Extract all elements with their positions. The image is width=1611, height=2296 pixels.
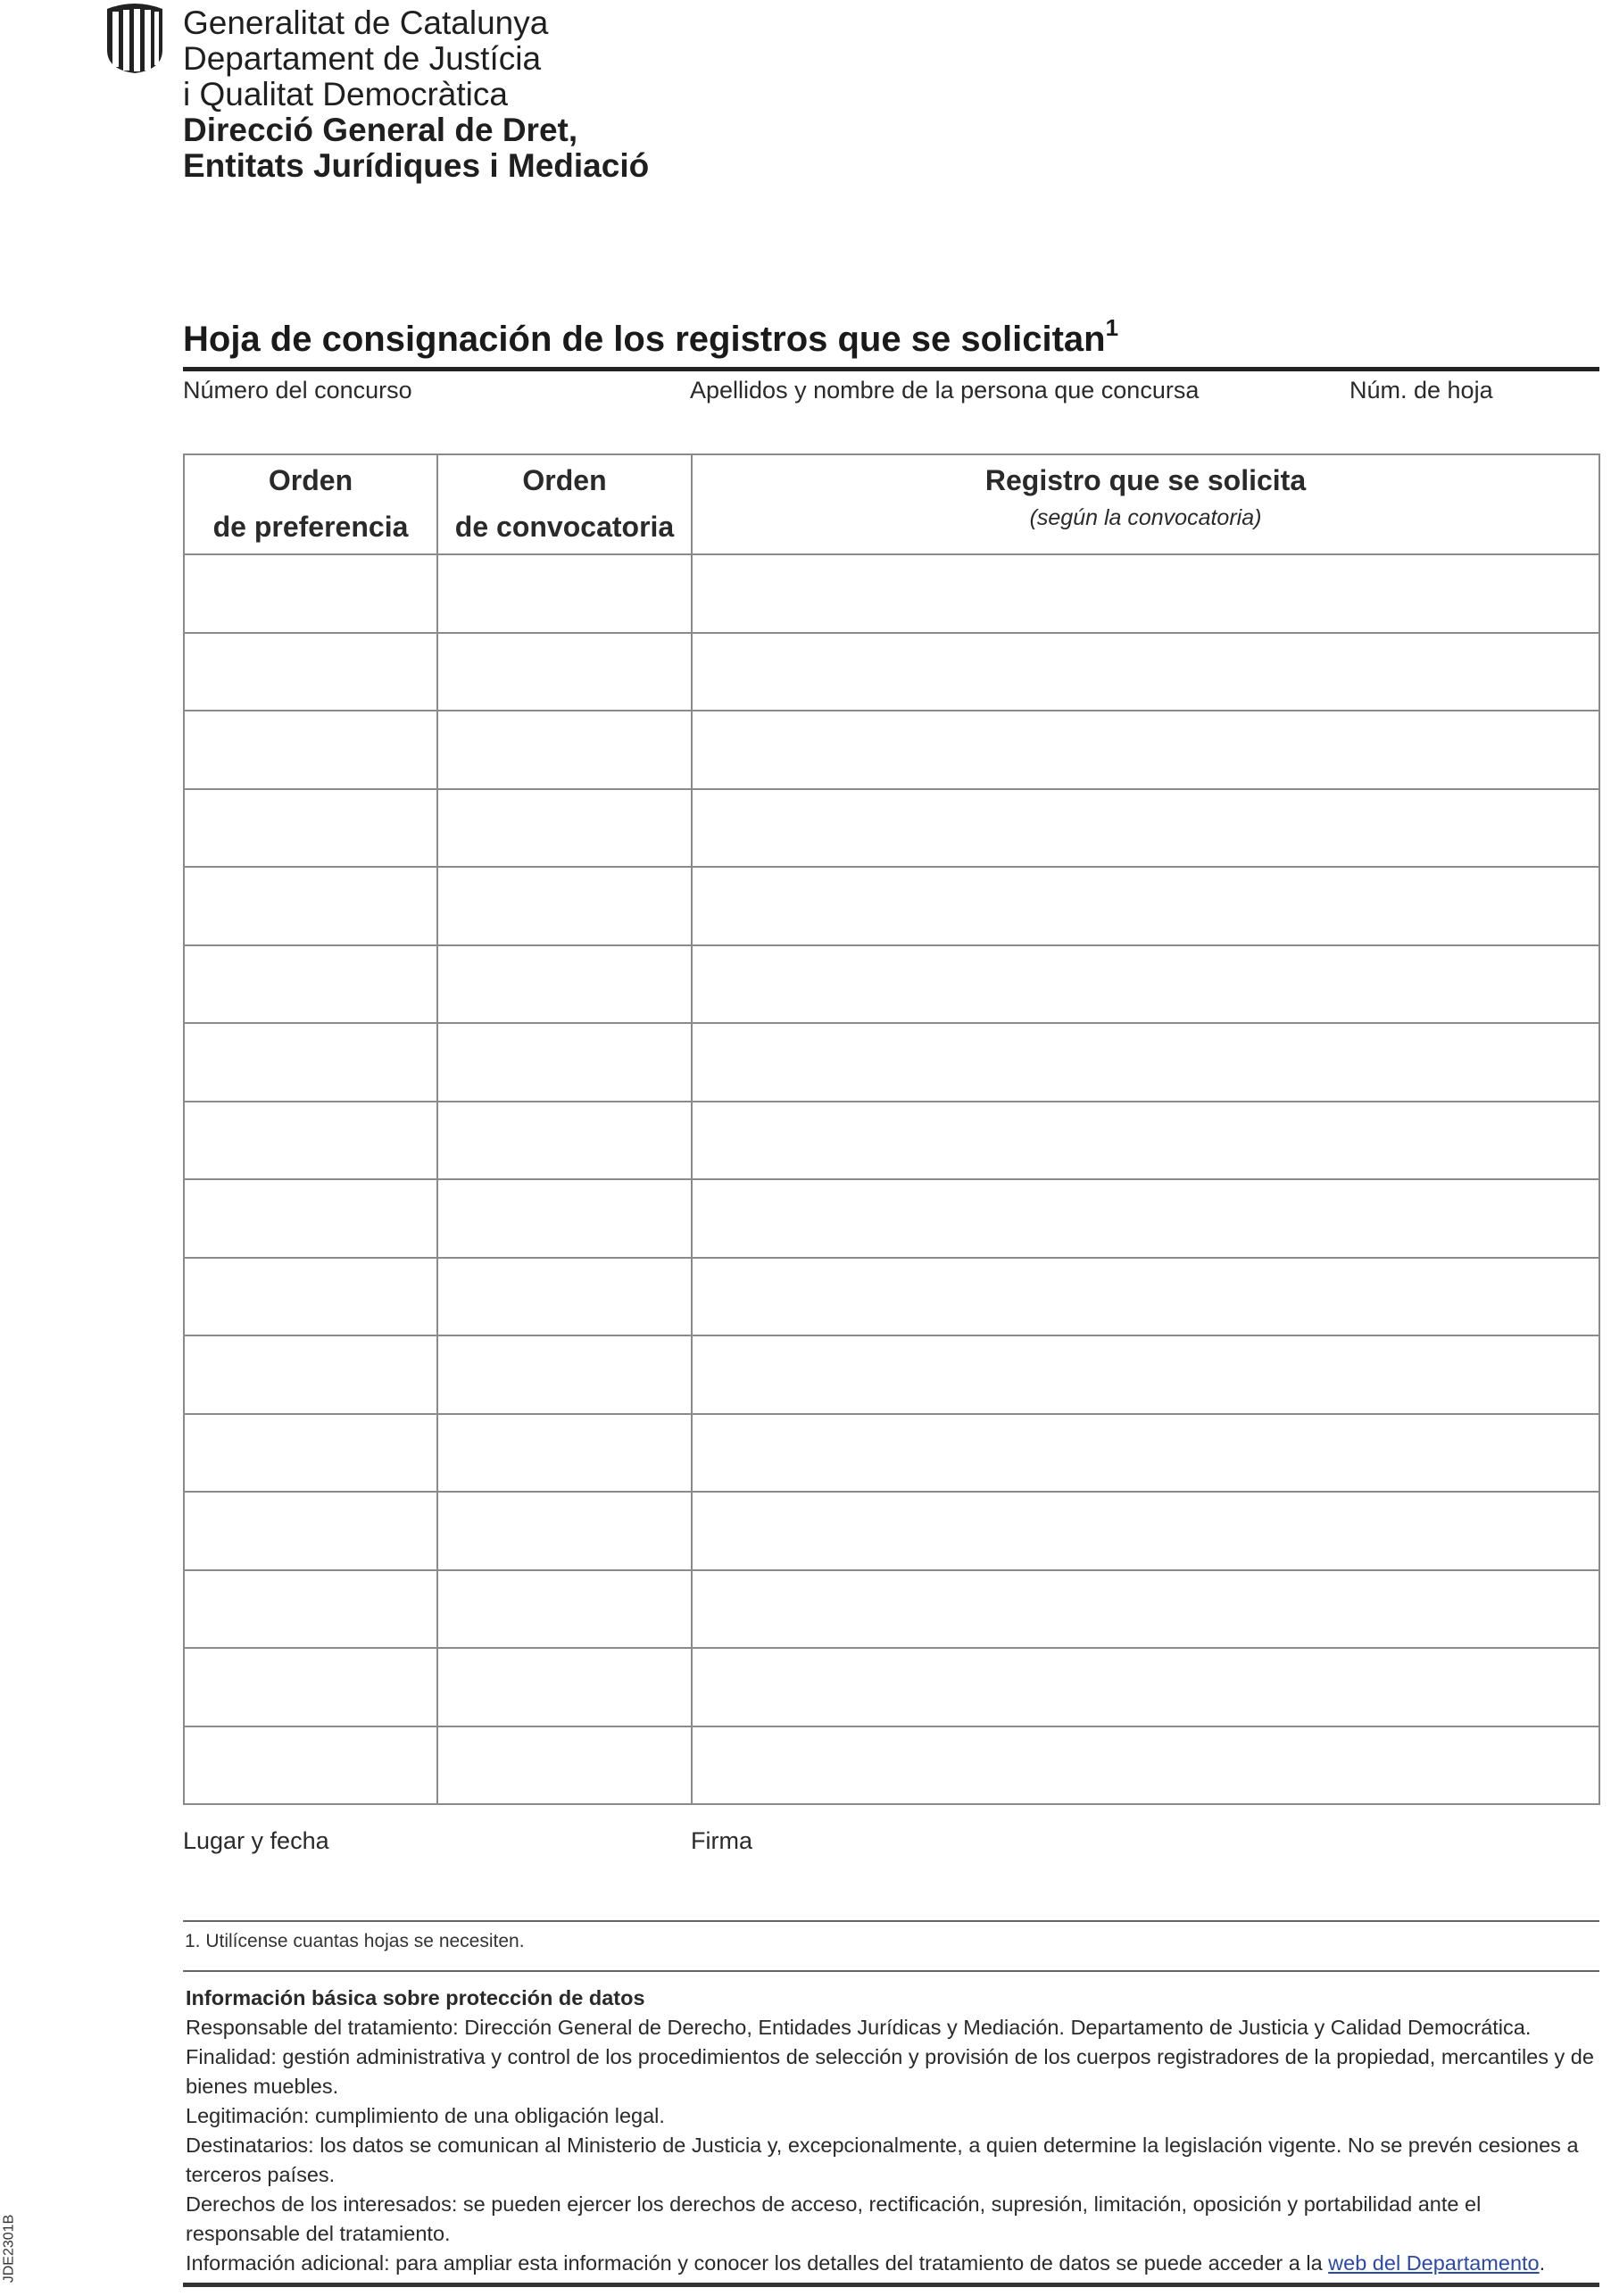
call-order-cell[interactable]	[437, 554, 692, 633]
call-order-cell[interactable]	[437, 711, 692, 789]
dp-additional-end: .	[1539, 2251, 1546, 2275]
directorate-line: Entitats Jurídiques i Mediació	[183, 147, 650, 184]
call-order-cell[interactable]	[437, 867, 692, 945]
preference-cell[interactable]	[184, 633, 437, 711]
generalitat-logo-icon	[104, 4, 166, 75]
table-row	[184, 1492, 1599, 1570]
col-header-preference	[184, 454, 437, 554]
data-protection-section	[186, 1984, 1599, 2278]
preference-cell[interactable]	[184, 789, 437, 868]
table-row	[184, 1102, 1599, 1180]
call-order-cell[interactable]	[437, 789, 692, 868]
registry-cell[interactable]	[692, 1414, 1599, 1493]
table-row	[184, 1570, 1599, 1649]
dp-responsible: Responsable del tratamiento: Dirección General de Derecho, Entidades Jurídicas y Mediación. Departamento de Justicia y Calidad Democrática.	[186, 2016, 1532, 2039]
registry-cell[interactable]	[692, 789, 1599, 868]
table-row	[184, 1258, 1599, 1336]
call-order-cell[interactable]	[437, 1335, 692, 1414]
table-row	[184, 945, 1599, 1024]
registry-cell[interactable]	[692, 945, 1599, 1024]
sheet-number-label: Núm. de hoja	[1349, 377, 1493, 403]
registry-cell[interactable]	[692, 1570, 1599, 1649]
preference-cell[interactable]	[184, 1414, 437, 1493]
preference-cell[interactable]	[184, 1335, 437, 1414]
table-row	[184, 711, 1599, 789]
preference-cell[interactable]	[184, 554, 437, 633]
registry-cell[interactable]	[692, 1179, 1599, 1258]
footnote-divider	[183, 1920, 1599, 1922]
preference-cell[interactable]	[184, 945, 437, 1024]
preference-cell[interactable]	[184, 1648, 437, 1726]
directorate-line: Direcció General de Dret,	[183, 112, 578, 148]
preference-cell[interactable]	[184, 1258, 437, 1336]
header-line: Registro que se solicita	[984, 464, 1307, 496]
section-divider	[183, 1970, 1599, 1972]
registry-cell[interactable]	[692, 1258, 1599, 1336]
registry-cell[interactable]	[692, 1648, 1599, 1726]
table-row	[184, 1179, 1599, 1258]
preference-cell[interactable]	[184, 1023, 437, 1102]
signature-label: Firma	[691, 1827, 752, 1854]
department-web-link[interactable]: web del Departamento	[1328, 2251, 1540, 2275]
dp-legitimation: Legitimación: cumplimiento de una obligación legal.	[186, 2104, 665, 2127]
organization-block	[183, 5, 649, 184]
header-line: Orden	[268, 464, 353, 496]
dp-additional-text: Información adicional: para ampliar esta información y conocer los detalles del tratamiento de datos se puede acceder a la	[186, 2251, 1329, 2275]
table-row	[184, 554, 1599, 633]
call-order-cell[interactable]	[437, 1179, 692, 1258]
preference-cell[interactable]	[184, 1492, 437, 1570]
table-row	[184, 1648, 1599, 1726]
call-order-cell[interactable]	[437, 1648, 692, 1726]
registry-cell[interactable]	[692, 1102, 1599, 1180]
table-row	[184, 1023, 1599, 1102]
header-line: Orden	[522, 464, 607, 496]
col-header-call-order	[437, 454, 692, 554]
header-subtitle: (según la convocatoria)	[1029, 505, 1262, 530]
table-header-row	[184, 454, 1599, 554]
table-row	[184, 867, 1599, 945]
call-order-cell[interactable]	[437, 945, 692, 1024]
table-row	[184, 1414, 1599, 1493]
call-order-cell[interactable]	[437, 633, 692, 711]
registry-cell[interactable]	[692, 867, 1599, 945]
dp-additional	[186, 2249, 1599, 2278]
call-order-cell[interactable]	[437, 1102, 692, 1180]
form-code: JDE2301B	[1, 2214, 17, 2284]
registry-cell[interactable]	[692, 633, 1599, 711]
preference-cell[interactable]	[184, 1570, 437, 1649]
header-line: de convocatoria	[454, 511, 675, 543]
data-protection-heading: Información básica sobre protección de datos	[186, 1986, 645, 2009]
form-title-text: Hoja de consignación de los registros que se solicitan	[183, 320, 1106, 359]
dp-recipients: Destinatarios: los datos se comunican al Ministerio de Justicia y, excepcionalmente, a quien determine la legislación vigente. No se prevén cesiones a terceros países.	[186, 2134, 1579, 2186]
preference-cell[interactable]	[184, 1102, 437, 1180]
table-row	[184, 1335, 1599, 1414]
footnote-marker: 1	[1105, 314, 1119, 341]
place-date-label: Lugar y fecha	[183, 1827, 329, 1854]
call-order-cell[interactable]	[437, 1570, 692, 1649]
table-row	[184, 1726, 1599, 1805]
preference-cell[interactable]	[184, 1179, 437, 1258]
call-order-cell[interactable]	[437, 1258, 692, 1336]
preference-cell[interactable]	[184, 867, 437, 945]
registry-cell[interactable]	[692, 554, 1599, 633]
title-divider	[183, 367, 1599, 371]
call-order-cell[interactable]	[437, 1726, 692, 1805]
registry-cell[interactable]	[692, 1492, 1599, 1570]
call-order-cell[interactable]	[437, 1492, 692, 1570]
dp-purpose: Finalidad: gestión administrativa y control de los procedimientos de selección y provisión de los cuerpos registradores de la propiedad, mercantiles y de bienes muebles.	[186, 2045, 1594, 2098]
registry-cell[interactable]	[692, 1023, 1599, 1102]
call-order-cell[interactable]	[437, 1414, 692, 1493]
footnote: 1. Utilícense cuantas hojas se necesiten.	[185, 1931, 525, 1951]
org-line: i Qualitat Democràtica	[183, 76, 508, 112]
preference-cell[interactable]	[184, 1726, 437, 1805]
table-row	[184, 789, 1599, 868]
table-row	[184, 633, 1599, 711]
registry-cell[interactable]	[692, 1335, 1599, 1414]
form-title	[183, 314, 1119, 360]
registry-cell[interactable]	[692, 1726, 1599, 1805]
dp-rights: Derechos de los interesados: se pueden ejercer los derechos de acceso, rectificación, supresión, limitación, oposición y portabilidad ante el responsable del tratamiento.	[186, 2192, 1482, 2245]
registry-cell[interactable]	[692, 711, 1599, 789]
call-order-cell[interactable]	[437, 1023, 692, 1102]
applicant-name-label: Apellidos y nombre de la persona que concursa	[690, 377, 1200, 403]
org-line: Departament de Justícia	[183, 40, 542, 77]
preference-cell[interactable]	[184, 711, 437, 789]
org-line: Generalitat de Catalunya	[183, 4, 549, 41]
col-header-registry	[692, 454, 1599, 554]
registry-request-table	[183, 453, 1600, 1805]
bottom-divider	[183, 2283, 1599, 2287]
contest-number-label: Número del concurso	[183, 377, 412, 403]
header-line: de preferencia	[212, 511, 409, 543]
